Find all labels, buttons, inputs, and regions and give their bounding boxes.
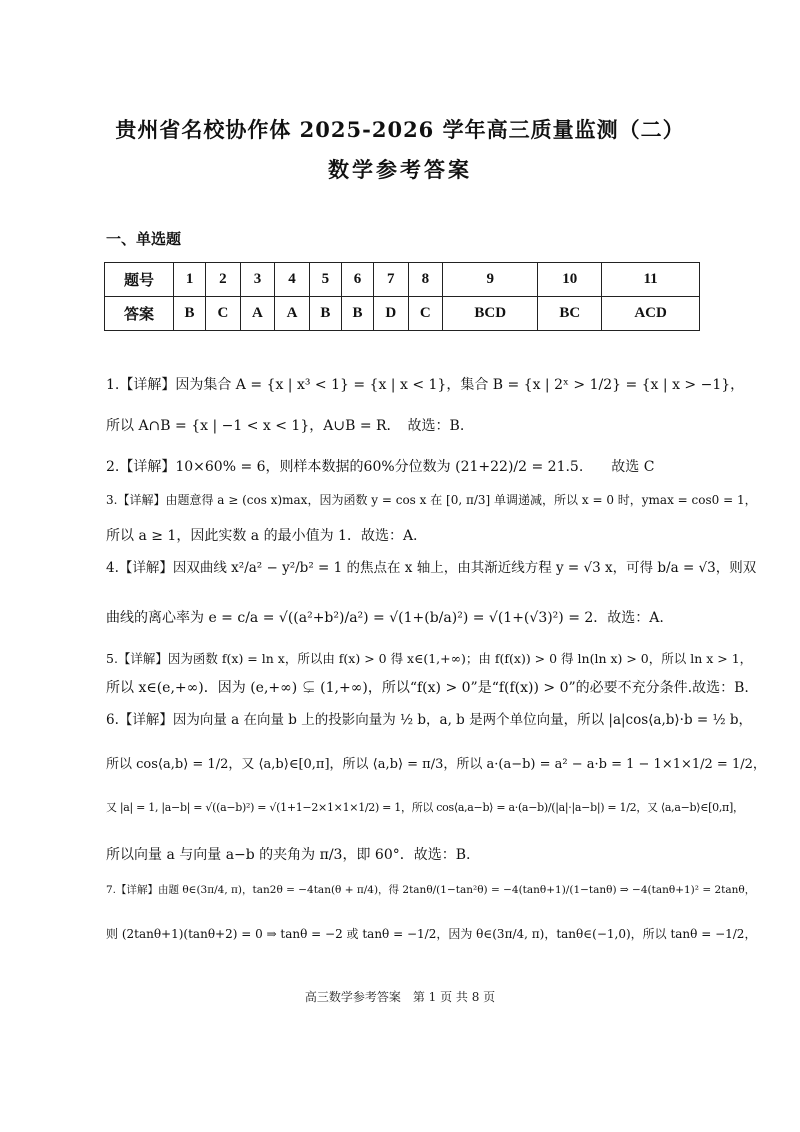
- table-cell: D: [374, 297, 409, 331]
- table-cell: A: [240, 297, 275, 331]
- answer-table: [104, 262, 700, 331]
- table-cell: 7: [374, 263, 409, 297]
- table-cell: C: [408, 297, 443, 331]
- table-cell: 4: [275, 263, 310, 297]
- solution-line: 5.【详解】因为函数 f(x) = ln x，所以由 f(x) > 0 得 x∈(1,+∞)；由 f(f(x)) > 0 得 ln(ln x) > 0，所以 ln x > 1，: [106, 651, 753, 666]
- table-cell: 3: [240, 263, 275, 297]
- table-cell: A: [275, 297, 310, 331]
- table-cell: 2: [206, 263, 241, 297]
- table-cell: BC: [538, 297, 602, 331]
- solution-line: 所以 cos⟨a,b⟩ = 1/2，又 ⟨a,b⟩∈[0,π]，所以 ⟨a,b⟩ = π/3，所以 a·(a−b) = a² − a·b = 1 − 1×1×1/2 = 1/2，: [106, 757, 766, 772]
- table-cell: BCD: [443, 297, 538, 331]
- solution-line: 4.【详解】因双曲线 x²/a² − y²/b² = 1 的焦点在 x 轴上，由其渐近线方程 y = √3 x，可得 b/a = √3，则双: [106, 560, 757, 576]
- document-title: 贵州省名校协作体 2025-2026 学年高三质量监测（二）: [115, 117, 685, 142]
- solution-line: 曲线的离心率为 e = c/a = √((a²+b²)/a²) = √(1+(b/a)²) = √(1+(√3)²) = 2．故选：A.: [106, 610, 664, 626]
- table-row: [105, 297, 700, 331]
- table-cell: 11: [602, 263, 700, 297]
- table-cell: 6: [341, 263, 373, 297]
- solution-line: 7.【详解】由题 θ∈(3π/4, π)，tan2θ = −4tan(θ + π/4)，得 2tanθ/(1−tan²θ) = −4(tanθ+1)/(1−tanθ) ⇒ −4(tanθ+1)² = 2tanθ，: [106, 884, 756, 896]
- table-cell: 9: [443, 263, 538, 297]
- table-cell: 8: [408, 263, 443, 297]
- solution-line: 则 (2tanθ+1)(tanθ+2) = 0 ⇒ tanθ = −2 或 tanθ = −1/2，因为 θ∈(3π/4, π)，tanθ∈(−1,0)，所以 tanθ = −1/2，: [106, 927, 757, 941]
- solution-line: 又 |a| = 1, |a−b| = √((a−b)²) = √(1+1−2×1×1×1/2) = 1，所以 cos⟨a,a−b⟩ = a·(a−b)/(|a|·|a−b|) = 1/2，又 ⟨a,a−b⟩∈[0,π]，: [106, 801, 744, 814]
- table-cell: ACD: [602, 297, 700, 331]
- solution-line: 所以 A∩B = {x | −1 < x < 1}，A∪B = R． 故选：B.: [106, 418, 465, 434]
- page-footer: 高三数学参考答案 第 1 页 共 8 页: [304, 990, 496, 1004]
- table-cell: C: [206, 297, 241, 331]
- solution-line: 所以 a ≥ 1，因此实数 a 的最小值为 1．故选：A.: [106, 528, 418, 544]
- table-cell: B: [174, 297, 206, 331]
- table-cell: B: [309, 297, 341, 331]
- table-cell: B: [341, 297, 373, 331]
- table-cell: 5: [309, 263, 341, 297]
- solution-line: 所以向量 a 与向量 a−b 的夹角为 π/3，即 60°．故选：B.: [106, 847, 471, 863]
- solution-line: 6.【详解】因为向量 a 在向量 b 上的投影向量为 ½ b，a, b 是两个单位向量，所以 |a|cos⟨a,b⟩·b = ½ b，: [106, 712, 753, 728]
- table-row: [105, 263, 700, 297]
- solution-line: 3.【详解】由题意得 a ≥ (cos x)max，因为函数 y = cos x 在 [0, π/3] 单调递减，所以 x = 0 时，ymax = cos0 = 1，: [106, 493, 757, 507]
- solution-line: 所以 x∈(e,+∞)．因为 (e,+∞) ⊊ (1,+∞)，所以“f(x) > 0”是“f(f(x)) > 0”的必要不充分条件.故选：B.: [106, 680, 749, 696]
- document-subtitle: 数学参考答案: [328, 157, 472, 182]
- table-row-label: 题号: [105, 263, 174, 297]
- table-cell: 10: [538, 263, 602, 297]
- table-row-label: 答案: [105, 297, 174, 331]
- table-cell: 1: [174, 263, 206, 297]
- solution-line: 2.【详解】10×60% = 6，则样本数据的60%分位数为 (21+22)/2 = 21.5. 故选 C: [106, 459, 655, 475]
- solution-line: 1.【详解】因为集合 A = {x | x³ < 1} = {x | x < 1}，集合 B = {x | 2ˣ > 1/2} = {x | x > −1}，: [106, 377, 745, 393]
- section-heading: 一、单选题: [106, 230, 182, 248]
